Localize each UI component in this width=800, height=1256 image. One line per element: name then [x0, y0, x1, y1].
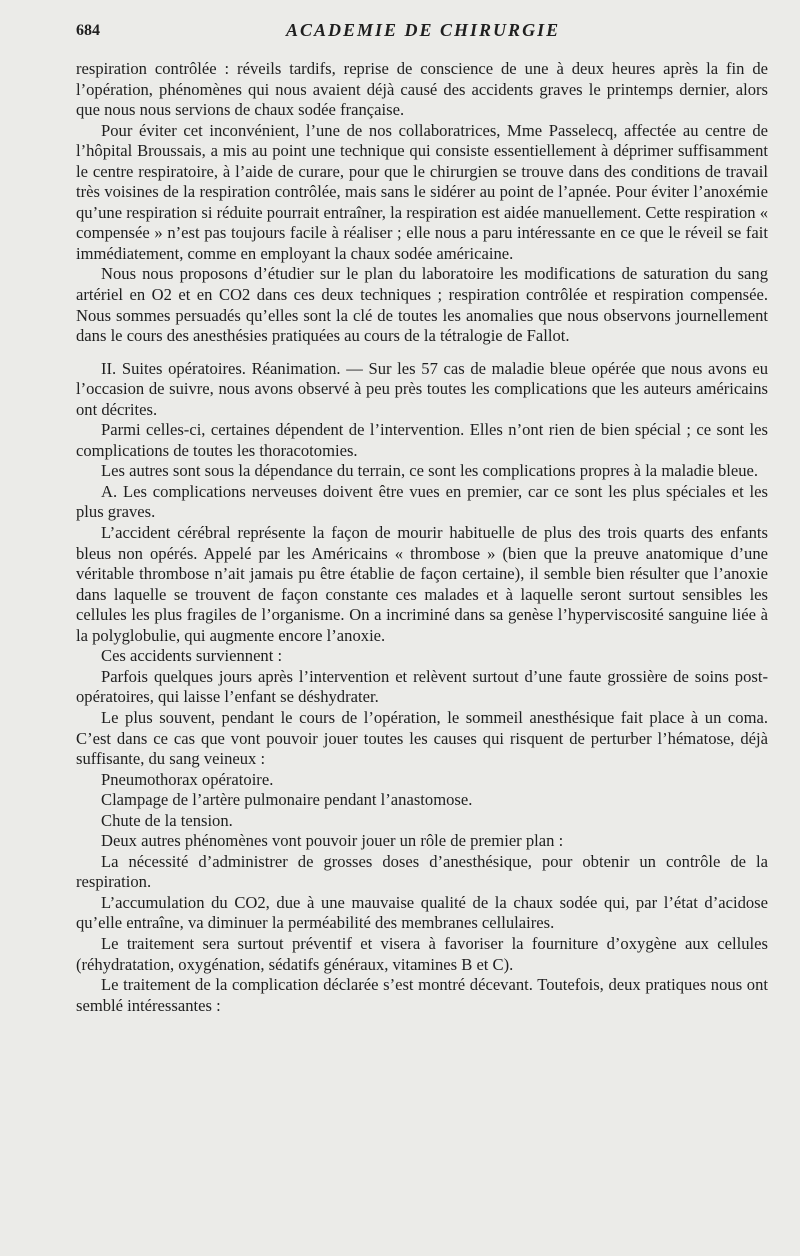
page-number: 684	[76, 22, 100, 39]
list-item: Chute de la tension.	[101, 810, 233, 830]
paragraph: Nous nous proposons d’étudier sur le plan du laboratoire les modifications de saturation du sang artériel en O2 et en CO2 dans ces deux techniques ; respiration contrôlée et respiration compensée. Nous sommes persuadés qu’elles sont la clé de toutes les anomalies que nous observons journellement dans le cours des anesthésies pratiquées au cours de la tétralogie de Fallot.	[76, 264, 768, 346]
paragraph: Le plus souvent, pendant le cours de l’opération, le sommeil anesthésique fait place à un coma. C’est dans ce cas que vont pouvoir jouer toutes les causes qui risquent de perturber l’hématose, déjà suffisante, du sang veineux :	[76, 707, 768, 769]
paragraph: Ces accidents surviennent :	[101, 646, 283, 666]
paragraph: respiration contrôlée : réveils tardifs, reprise de conscience de une à deux heures après la fin de l’opération, phénomènes qui nous avaient déjà causé des accidents graves le printemps dernier, alors que nous nous servions de chaux sodée française.	[76, 59, 768, 120]
body-text	[76, 59, 768, 1016]
paragraph: Pour éviter cet inconvénient, l’une de nos collaboratrices, Mme Passelecq, affectée au centre de l’hôpital Broussais, a mis au point une technique qui consiste essentiellement à déprimer suffisamment le centre respiratoire, à l’aide de curare, pour que le chirurgien se trouve dans des conditions de travail très voisines de la respiration contrôlée, mais sans le sidérer au point de l’apnée. Pour éviter l’anoxémie qu’une respiration si réduite pourrait entraîner, la respiration est aidée manuellement. Cette respiration « compensée » n’est pas toujours facile à réaliser ; elle nous a paru intéressante en ce que le réveil se fait immédiatement, comme en employant la chaux sodée américaine.	[76, 120, 768, 263]
paragraph: Les autres sont sous la dépendance du terrain, ce sont les complications propres à la maladie bleue.	[101, 461, 759, 481]
paragraph: Le traitement sera surtout préventif et visera à favoriser la fourniture d’oxygène aux cellules (réhydratation, oxygénation, sédatifs généraux, vitamines B et C).	[76, 933, 768, 974]
paragraph: Le traitement de la complication déclarée s’est montré décevant. Toutefois, deux pratiques nous ont semblé intéressantes :	[76, 975, 768, 1015]
paragraph: La nécessité d’administrer de grosses doses d’anesthésique, pour obtenir un contrôle de la respiration.	[76, 851, 768, 892]
paragraph: Parfois quelques jours après l’intervention et relèvent surtout d’une faute grossière de soins post-opératoires, qui laisse l’enfant se déshydrater.	[76, 666, 768, 707]
list-item: Clampage de l’artère pulmonaire pendant l’anastomose.	[101, 790, 473, 810]
paragraph: L’accumulation du CO2, due à une mauvaise qualité de la chaux sodée qui, par l’état d’acidose qu’elle entraîne, va diminuer la perméabilité des membranes cellulaires.	[76, 892, 768, 933]
page-header	[76, 20, 750, 46]
running-title: ACADEMIE DE CHIRURGIE	[286, 20, 561, 40]
paragraph: L’accident cérébral représente la façon de mourir habituelle de plus des trois quarts des enfants bleus non opérés. Appelé par les Américains « thrombose » (bien que la preuve anatomique d’une véritable thrombose n’ait jamais pu être établie de façon certaine), il semble bien résulter que l’anoxie dans laquelle se trouvent de façon constante ces malades et à laquelle seront surtout sensibles les cellules les plus fragiles de l’organisme. On a incriminé dans sa genèse l’hyperviscosité sanguine liée à la polyglobulie, qui augmente encore l’anoxie.	[76, 523, 768, 645]
list-item: Pneumothorax opératoire.	[101, 769, 274, 789]
paragraph: Deux autres phénomènes vont pouvoir jouer un rôle de premier plan :	[101, 831, 564, 851]
paragraph: Parmi celles-ci, certaines dépendent de l’intervention. Elles n’ont rien de bien spécial ; ce sont les complications de toutes les thoracotomies.	[76, 420, 768, 460]
section-heading-paragraph: II. Suites opératoires. Réanimation. — Sur les 57 cas de maladie bleue opérée que nous avons eu l’occasion de suivre, nous avons observé à peu près toutes les complications que les auteurs américains ont décrites.	[76, 358, 768, 419]
paragraph: A. Les complications nerveuses doivent être vues en premier, car ce sont les plus spéciales et les plus graves.	[76, 481, 768, 522]
